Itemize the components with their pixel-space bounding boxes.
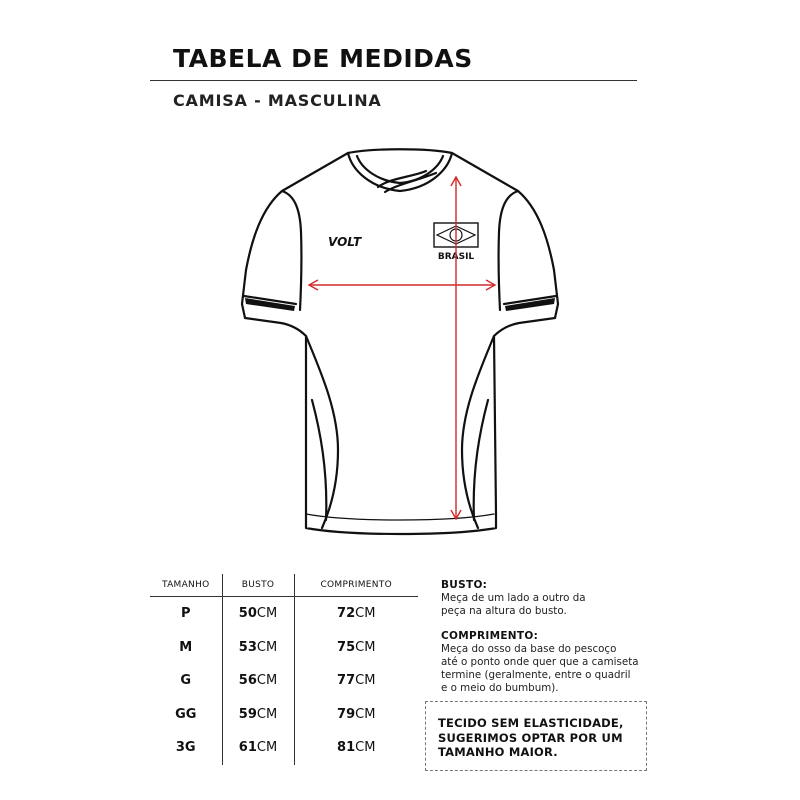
left-side-panel: [306, 336, 338, 528]
unit-label: CM: [355, 606, 376, 622]
bust-value: 61: [238, 740, 257, 756]
bust-value: 53: [238, 639, 257, 655]
unit-label: CM: [355, 639, 376, 655]
right-panel-stripe: [474, 400, 488, 520]
warning-line: TECIDO SEM ELASTICIDADE,: [438, 716, 624, 730]
size-cell: 3G: [175, 740, 196, 756]
bust-cell: [222, 698, 294, 732]
table-header-row: [150, 574, 418, 597]
unit-label: CM: [256, 706, 278, 722]
length-note-line: e o meio do bumbum).: [441, 682, 559, 695]
bust-note-title: BUSTO:: [441, 579, 488, 591]
length-value: 75: [337, 639, 356, 655]
bust-note-line: peça na altura do busto.: [441, 605, 567, 618]
table-row: [150, 664, 418, 698]
bust-note-line: Meça de um lado a outro da: [441, 592, 586, 604]
right-side-panel: [462, 336, 494, 528]
left-raglan-seam: [282, 191, 301, 310]
length-note-title: COMPRIMENTO:: [441, 629, 539, 642]
shirt-outline: [242, 149, 558, 534]
unit-label: CM: [256, 606, 278, 622]
table-row: [150, 631, 418, 665]
size-cell: GG: [175, 706, 197, 722]
shirt-illustration: [230, 130, 570, 540]
cuff-pattern: [245, 298, 555, 311]
length-cell: [294, 698, 418, 732]
bust-cell: [222, 664, 294, 698]
hem-stitch: [306, 514, 494, 520]
bust-value: 50: [238, 606, 257, 622]
title-divider: [150, 80, 637, 81]
bust-cell: [222, 631, 294, 665]
length-cell: [294, 597, 418, 631]
bust-cell: [222, 597, 294, 631]
crest-label: BRASIL: [437, 252, 475, 262]
length-cell: [294, 731, 418, 765]
warning-line: TAMANHO MAIOR.: [438, 745, 558, 759]
left-panel-stripe: [312, 400, 326, 520]
bust-value: 59: [238, 706, 257, 722]
bust-cell: [222, 731, 294, 765]
column-header-length: COMPRIMENTO: [294, 574, 418, 597]
size-table: [150, 574, 418, 765]
unit-label: CM: [355, 706, 376, 722]
length-value: 81: [337, 740, 356, 756]
length-cell: [294, 631, 418, 665]
size-cell: G: [180, 673, 192, 689]
size-cell: M: [179, 639, 193, 655]
right-raglan-seam: [499, 191, 518, 310]
length-note-line: Meça do osso da base do pescoço: [441, 642, 617, 655]
length-value: 72: [337, 606, 356, 622]
length-note-line: até o ponto onde quer que a camiseta: [441, 655, 639, 668]
unit-label: CM: [256, 740, 278, 756]
size-cell: P: [180, 606, 191, 622]
warning-line: SUGERIMOS OPTAR POR UM: [438, 730, 623, 745]
page-subtitle: CAMISA - MASCULINA: [173, 91, 382, 110]
table-row: [150, 731, 418, 765]
table-row: [150, 698, 418, 732]
unit-label: CM: [256, 639, 278, 655]
unit-label: CM: [355, 740, 376, 756]
measurement-notes: [441, 579, 641, 696]
length-cell: [294, 664, 418, 698]
bust-value: 56: [238, 673, 257, 689]
unit-label: CM: [355, 673, 376, 689]
length-value: 79: [337, 706, 356, 722]
length-value: 77: [337, 673, 356, 689]
elasticity-warning-box: [425, 701, 647, 771]
column-header-bust: BUSTO: [222, 574, 294, 597]
page-title: TABELA DE MEDIDAS: [173, 44, 473, 73]
table-row: [150, 597, 418, 631]
brand-logo: VOLT: [328, 235, 362, 249]
unit-label: CM: [256, 673, 278, 689]
column-header-size: TAMANHO: [150, 574, 222, 597]
length-note-line: termine (geralmente, entre o quadril: [441, 669, 631, 682]
warning-text: [438, 716, 624, 760]
